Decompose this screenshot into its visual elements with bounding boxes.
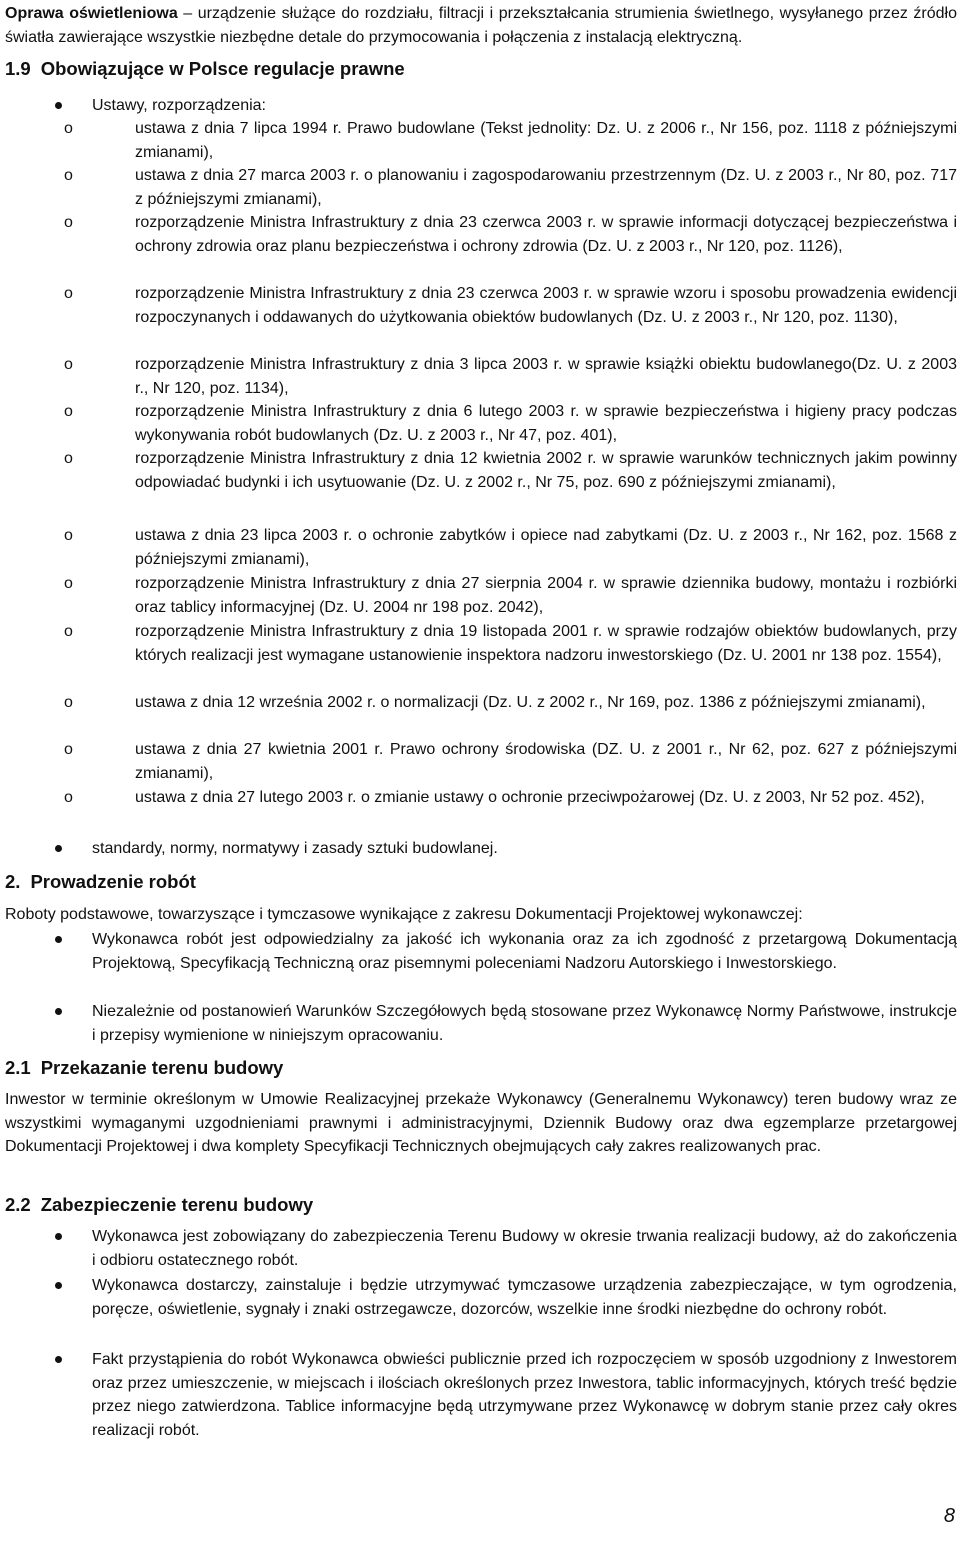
standards-item: standardy, normy, normatywy i zasady sztuki budowlanej.	[92, 840, 498, 857]
list-marker: o	[64, 403, 73, 420]
section-title: Przekazanie terenu budowy	[40, 1057, 284, 1078]
page-number: 8	[943, 1505, 955, 1527]
section-number: 2.2	[5, 1194, 31, 1215]
intro-definition: – urządzenie służące do rozdziału, filtracji i przekształcania strumienia świetlnego, wysyłanego przez źródło światła zawierające wszystkie niezbędne detale do przymocowania i połączenia z instalacją elektryczną.	[5, 5, 957, 46]
list-marker: o	[64, 356, 73, 373]
bullet-icon	[55, 1356, 62, 1363]
bullet-icon	[55, 1008, 62, 1015]
list-marker: o	[64, 741, 73, 758]
law-item: rozporządzenie Ministra Infrastruktury z dnia 19 listopada 2001 r. w sprawie rodzajów obiektów budowlanych, przy których realizacji jest wymagane ustanowienie inspektora nadzoru inwestorskiego (Dz. U. 2001 nr 138 poz. 1554),	[135, 623, 957, 664]
law-item: ustawa z dnia 12 września 2002 r. o normalizacji (Dz. U. z 2002 r., Nr 169, poz. 1386 z późniejszymi zmianami),	[135, 694, 926, 711]
section-title: Obowiązujące w Polsce regulacje prawne	[40, 58, 405, 79]
list-marker: o	[64, 575, 73, 592]
bullet-item: Niezależnie od postanowień Warunków Szczegółowych będą stosowane przez Wykonawcę Normy Państwowe, instrukcje i przepisy wymienione w niniejszym opracowaniu.	[92, 1003, 957, 1044]
law-item: rozporządzenie Ministra Infrastruktury z dnia 12 kwietnia 2002 r. w sprawie warunków technicznych jakim powinny odpowiadać budynki i ich usytuowanie (Dz. U. z 2002 r., Nr 75, poz. 690 z późniejszymi zmianami),	[135, 450, 957, 491]
list-marker: o	[64, 694, 73, 711]
section-heading-2-2	[5, 1193, 313, 1217]
law-item: rozporządzenie Ministra Infrastruktury z dnia 6 lutego 2003 r. w sprawie bezpieczeństwa i higieny pracy podczas wykonywania robót budowlanych (Dz. U. z 2003 r., Nr 47, poz. 401),	[135, 403, 957, 444]
law-item: ustawa z dnia 23 lipca 2003 r. o ochronie zabytków i opiece nad zabytkami (Dz. U. z 2003 r., Nr 162, poz. 1568 z późniejszymi zmianami),	[135, 527, 957, 568]
bullet-icon	[55, 845, 62, 852]
list-marker: o	[64, 527, 73, 544]
section-heading-2	[5, 870, 196, 894]
list-marker: o	[64, 214, 73, 231]
bullet-item: Wykonawca jest zobowiązany do zabezpieczenia Terenu Budowy w okresie trwania realizacji budowy, aż do zakończenia i odbioru ostatecznego robót.	[92, 1228, 957, 1269]
bullet-item: Wykonawca dostarczy, zainstaluje i będzie utrzymywać tymczasowe urządzenia zabezpieczające, w tym ogrodzenia, poręcze, oświetlenie, sygnały i znaki ostrzegawcze, dozorców, wszelkie inne środki niezbędne do ochrony robót.	[92, 1277, 957, 1318]
section-heading-1-9	[5, 57, 405, 81]
bullet-icon	[55, 1282, 62, 1289]
section-number: 2.1	[5, 1057, 31, 1078]
section-2-intro: Roboty podstawowe, towarzyszące i tymczasowe wynikające z zakresu Dokumentacji Projektowej wykonawczej:	[5, 906, 803, 923]
laws-intro: Ustawy, rozporządzenia:	[92, 97, 266, 114]
bullet-icon	[55, 102, 62, 109]
section-number: 2.	[5, 871, 21, 892]
law-item: ustawa z dnia 27 marca 2003 r. o planowaniu i zagospodarowaniu przestrzennym (Dz. U. z 2003 r., Nr 80, poz. 717 z późniejszymi zmianami),	[135, 167, 957, 208]
list-marker: o	[64, 120, 73, 137]
bullet-item: Wykonawca robót jest odpowiedzialny za jakość ich wykonania oraz za ich zgodność z przetargową Dokumentacją Projektową, Specyfikacją Techniczną oraz pisemnymi poleceniami Nadzoru Autorskiego i Inwestorskiego.	[92, 931, 957, 972]
list-marker: o	[64, 623, 73, 640]
bullet-icon	[55, 936, 62, 943]
intro-term: Oprawa oświetleniowa	[5, 5, 178, 22]
intro-paragraph	[5, 2, 957, 49]
list-marker: o	[64, 285, 73, 302]
section-heading-2-1	[5, 1056, 283, 1080]
law-item: rozporządzenie Ministra Infrastruktury z dnia 23 czerwca 2003 r. w sprawie wzoru i sposobu prowadzenia ewidencji rozpoczynanych i oddawanych do użytkowania obiektów budowlanych (Dz. U. z 2003 r., Nr 120, poz. 1130),	[135, 285, 957, 326]
list-marker: o	[64, 167, 73, 184]
section-2-1-text: Inwestor w terminie określonym w Umowie Realizacyjnej przekaże Wykonawcy (Generalnemu Wykonawcy) teren budowy wraz ze wszystkimi wymaganymi uzgodnieniami prawnymi i administracyjnymi, Dziennik Budowy oraz dwa egzemplarze przetargowej Dokumentacji Projektowej i dwa komplety Specyfikacji Technicznych obejmujących cały zakres realizowanych prac.	[5, 1091, 957, 1155]
list-marker: o	[64, 789, 73, 806]
section-number: 1.9	[5, 58, 31, 79]
law-item: rozporządzenie Ministra Infrastruktury z dnia 3 lipca 2003 r. w sprawie książki obiektu budowlanego(Dz. U. z 2003 r., Nr 120, poz. 1134),	[135, 356, 957, 397]
law-item: ustawa z dnia 7 lipca 1994 r. Prawo budowlane (Tekst jednolity: Dz. U. z 2006 r., Nr 156, poz. 1118 z późniejszymi zmianami),	[135, 120, 957, 161]
bullet-item: Fakt przystąpienia do robót Wykonawca obwieści publicznie przed ich rozpoczęciem w sposób uzgodniony z Inwestorem oraz przez umieszczenie, w miejscach i ilościach określonych przez Inwestora, tablic informacyjnych, których treść będzie przez niego zatwierdzona. Tablice informacyjne będą utrzymywane przez Wykonawcę w dobrym stanie przez cały okres realizacji robót.	[92, 1351, 957, 1439]
section-title: Prowadzenie robót	[30, 871, 196, 892]
law-item: ustawa z dnia 27 lutego 2003 r. o zmianie ustawy o ochronie przeciwpożarowej (Dz. U. z 2003, Nr 52 poz. 452),	[135, 789, 925, 806]
section-title: Zabezpieczenie terenu budowy	[40, 1194, 314, 1215]
list-marker: o	[64, 450, 73, 467]
law-item: rozporządzenie Ministra Infrastruktury z dnia 27 sierpnia 2004 r. w sprawie dziennika budowy, montażu i rozbiórki oraz tablicy informacyjnej (Dz. U. 2004 nr 198 poz. 2042),	[135, 575, 957, 616]
law-item: rozporządzenie Ministra Infrastruktury z dnia 23 czerwca 2003 r. w sprawie informacji dotyczącej bezpieczeństwa i ochrony zdrowia oraz planu bezpieczeństwa i ochrony zdrowia (Dz. U. z 2003 r., Nr 120, poz. 1126),	[135, 214, 957, 255]
bullet-icon	[55, 1233, 62, 1240]
law-item: ustawa z dnia 27 kwietnia 2001 r. Prawo ochrony środowiska (DZ. U. z 2001 r., Nr 62, poz. 627 z późniejszymi zmianami),	[135, 741, 957, 782]
